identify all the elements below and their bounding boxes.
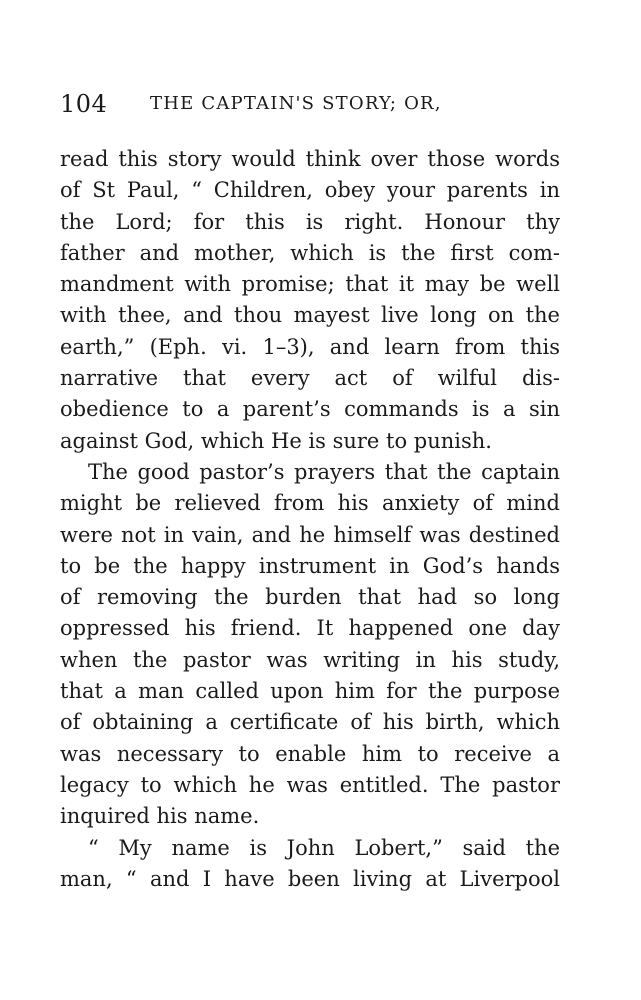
text-line: of removing the burden that had so long	[60, 585, 560, 610]
text-line: mandment with promise; that it may be well	[60, 272, 560, 297]
text-line: with thee, and thou mayest live long on the	[60, 303, 560, 328]
paragraph-start-line: The good pastor’s prayers that the captain	[88, 459, 560, 484]
page-number: 104	[60, 90, 108, 118]
running-title: THE CAPTAIN'S STORY; OR,	[150, 93, 442, 114]
text-line: might be relieved from his anxiety of mind	[60, 491, 560, 516]
paragraph-start-line: “ My name is John Lobert,” said the	[88, 835, 560, 860]
paragraph-end-line: against God, which He is sure to punish.	[60, 428, 492, 453]
text-line: obedience to a parent’s commands is a sin	[60, 397, 560, 422]
text-line: was necessary to enable him to receive a	[60, 741, 560, 766]
text-line: when the pastor was writing in his study,	[60, 647, 560, 672]
text-line: legacy to which he was entitled. The pastor	[60, 772, 560, 797]
text-line: the Lord; for this is right. Honour thy	[60, 209, 560, 234]
text-line: oppressed his friend. It happened one day	[60, 616, 560, 641]
text-line: of St Paul, “ Children, obey your parents in	[60, 178, 560, 203]
body-text	[60, 144, 560, 895]
paragraph-end-line: inquired his name.	[60, 804, 260, 829]
text-line: narrative that every act of wilful dis-	[60, 366, 560, 391]
text-line: were not in vain, and he himself was destined	[60, 522, 560, 547]
text-line: to be the happy instrument in God’s hands	[60, 553, 560, 578]
text-line: father and mother, which is the first com-	[60, 240, 560, 265]
text-line: of obtaining a certificate of his birth, which	[60, 710, 560, 735]
text-line: that a man called upon him for the purpose	[60, 679, 560, 704]
text-line: earth,” (Eph. vi. 1–3), and learn from this	[60, 334, 560, 359]
text-line: man, “ and I have been living at Liverpool	[60, 866, 560, 891]
text-line: read this story would think over those words	[60, 147, 560, 171]
page-header	[60, 84, 560, 124]
